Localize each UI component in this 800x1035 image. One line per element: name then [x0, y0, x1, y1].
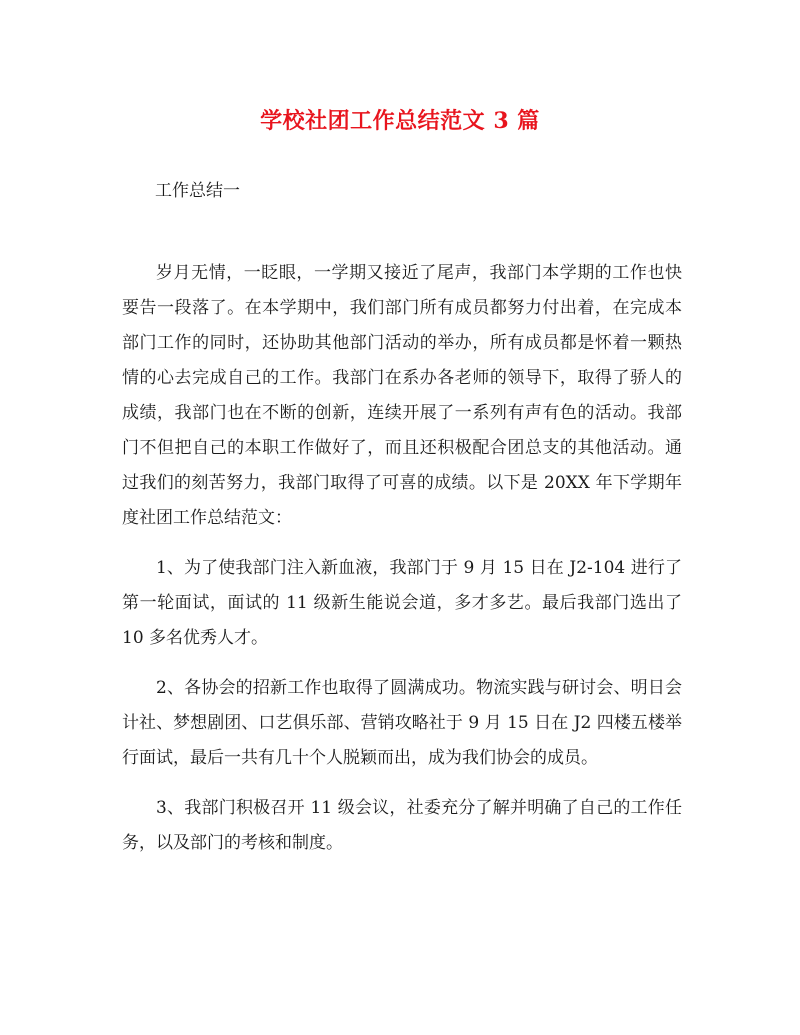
document-body [122, 256, 682, 861]
paragraph-item-1: 1、为了使我部门注入新血液，我部门于 9 月 15 日在 J2-104 进行了第一轮面试，面试的 11 级新生能说会道，多才多艺。最后我部门选出了 10 多名优秀人才。 [122, 558, 682, 648]
paragraph-intro: 岁月无情，一眨眼，一学期又接近了尾声，我部门本学期的工作也快要告一段落了。在本学期中，我们部门所有成员都努力付出着，在完成本部门工作的同时，还协助其他部门活动的举办，所有成员都是怀着一颗热情的心去完成自己的工作。我部门在系办各老师的领导下，取得了骄人的成绩，我部门也在不断的创新，连续开展了一系列有声有色的活动。我部门不但把自己的本职工作做好了，而且还积极配合团总支的其他活动。通过我们的刻苦努力，我部门取得了可喜的成绩。以下是 20XX 年下学期年度社团工作总结范文： [122, 263, 682, 528]
document-title: 学校社团工作总结范文 3 篇 [260, 108, 540, 134]
paragraph-item-3: 3、我部门积极召开 11 级会议，社委充分了解并明确了自己的工作任务，以及部门的考核和制度。 [122, 798, 682, 853]
section-heading: 工作总结一 [155, 181, 240, 201]
paragraph-item-2: 2、各协会的招新工作也取得了圆满成功。物流实践与研讨会、明日会计社、梦想剧团、口艺俱乐部、营销攻略社于 9 月 15 日在 J2 四楼五楼举行面试，最后一共有几十个人脱颖而出，成为我们协会的成员。 [122, 678, 682, 768]
